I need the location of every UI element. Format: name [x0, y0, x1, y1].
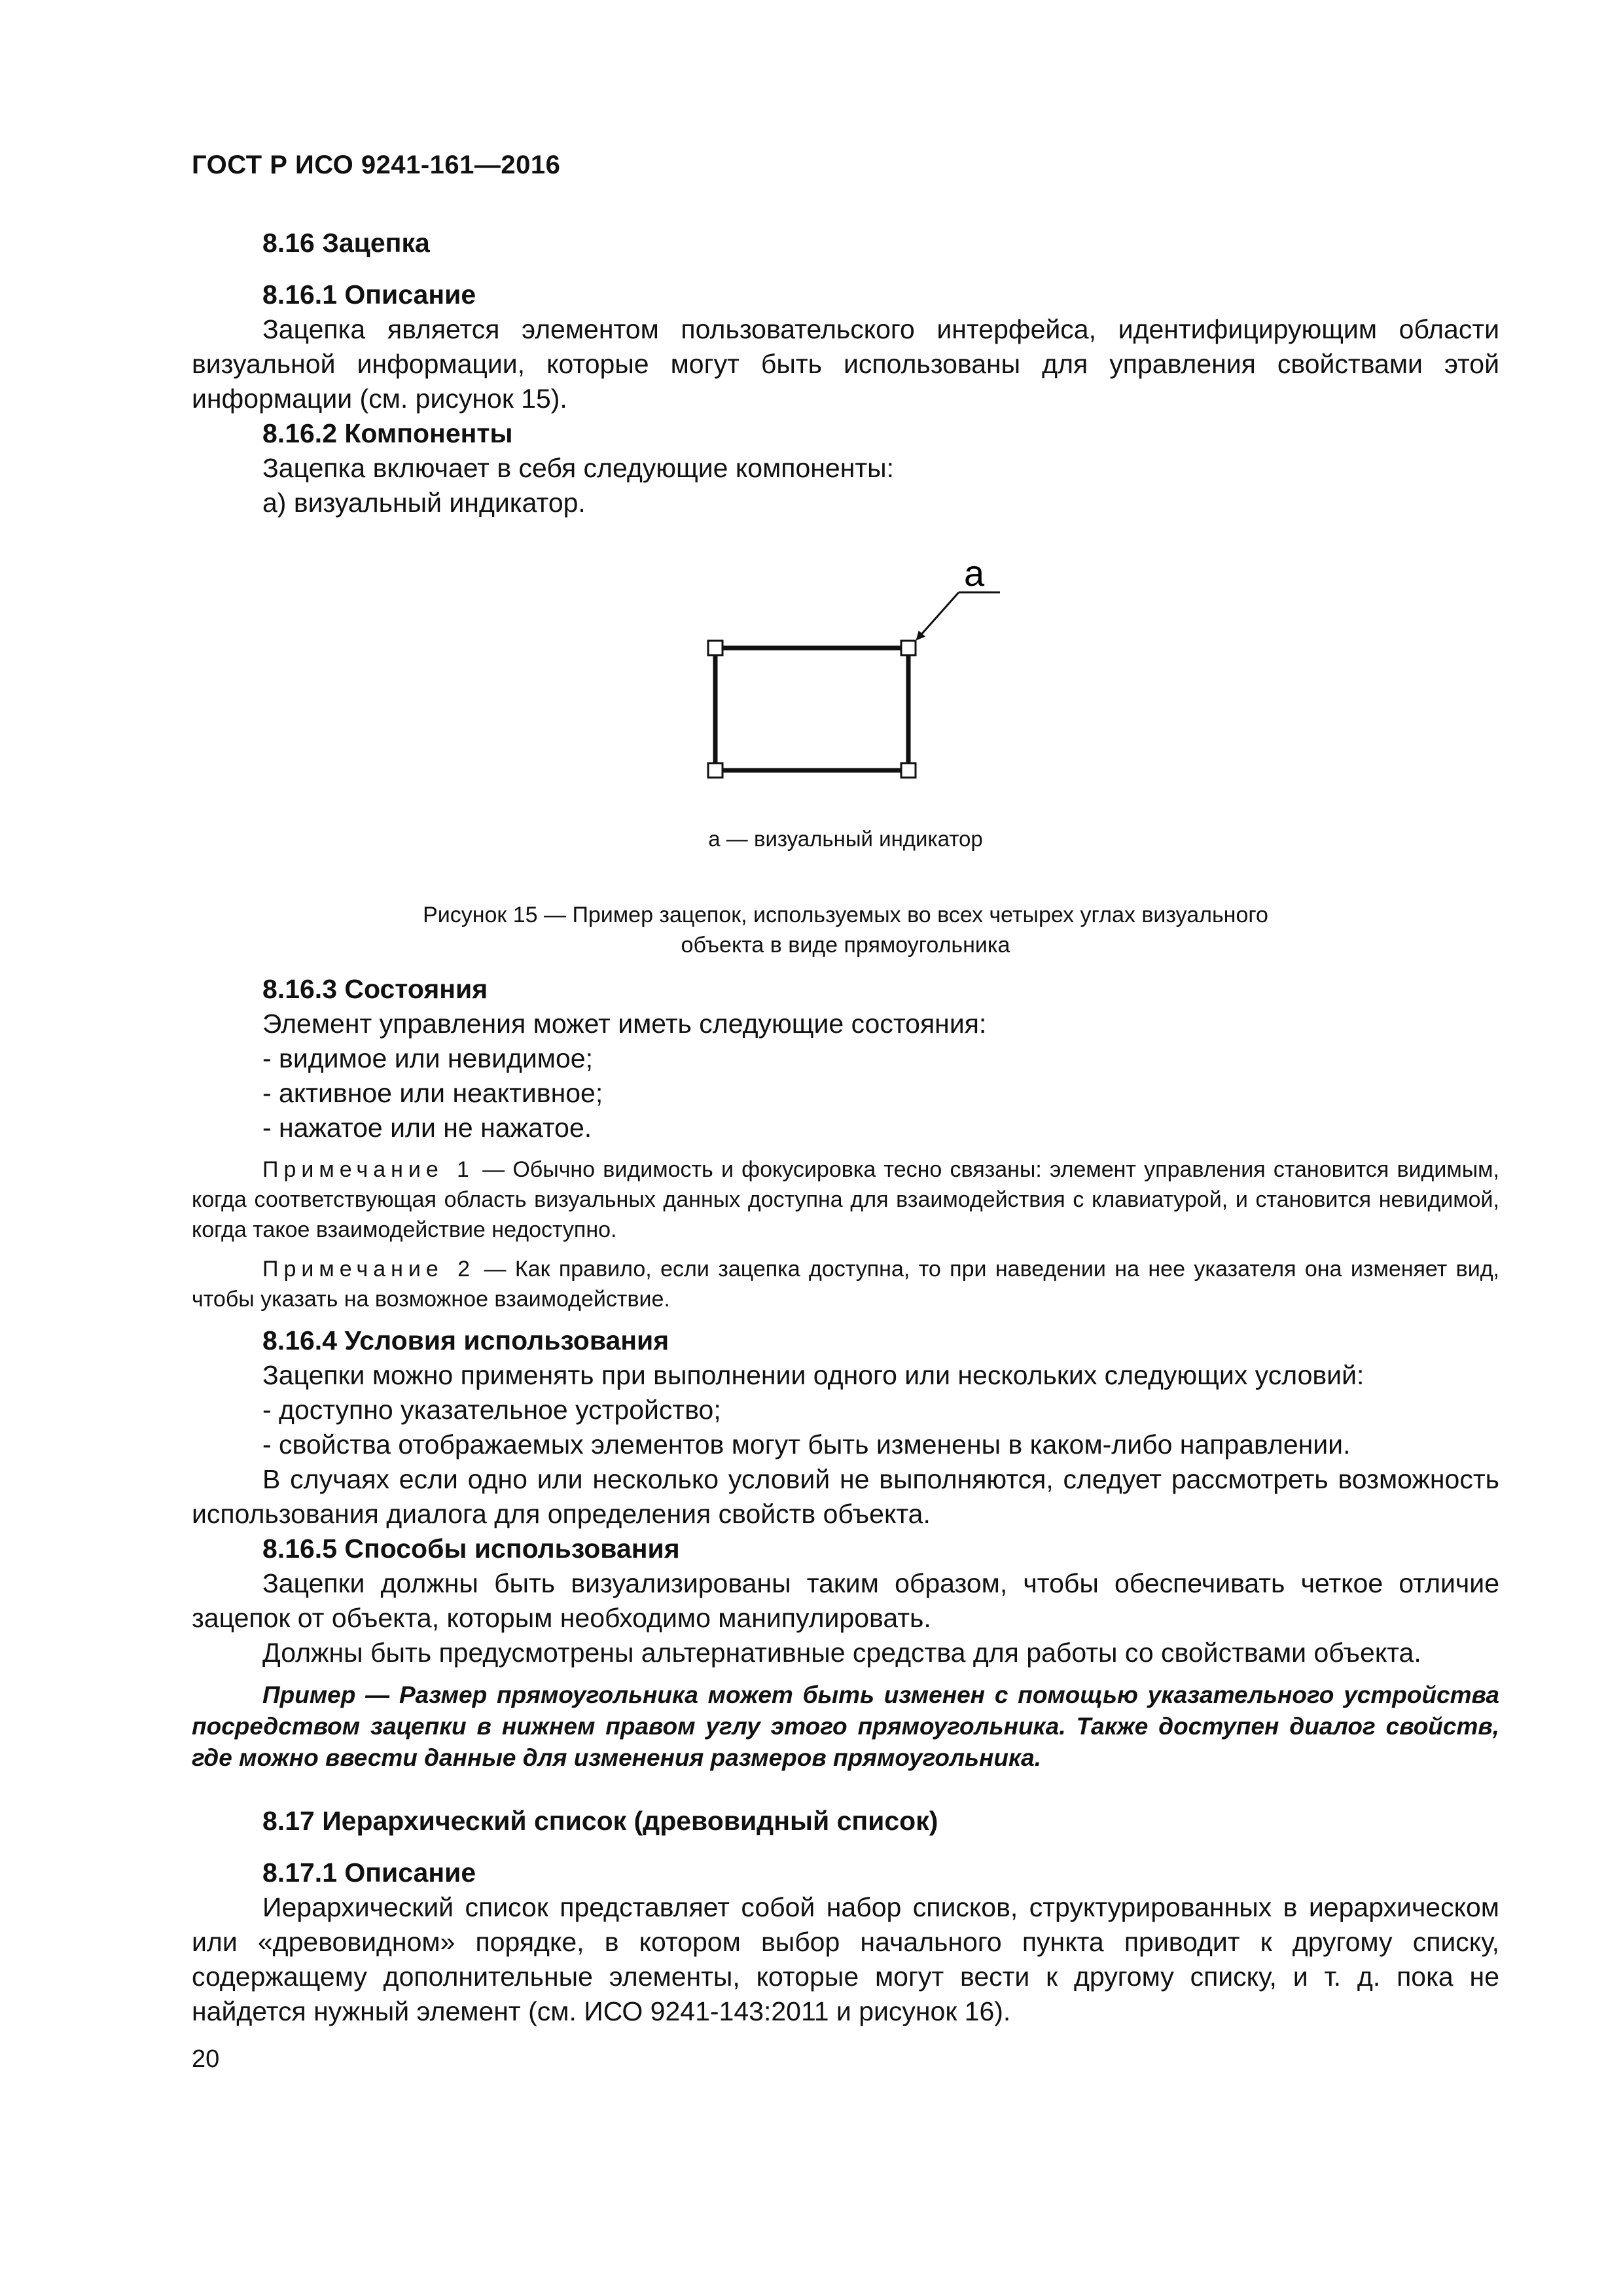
handle-bottom-right [901, 763, 916, 778]
section-8-16-5-p2: Должны быть предусмотрены альтернативные средства для работы со свойствами объекта. [262, 1638, 1421, 1668]
list-item: - активное или неактивное; [262, 1078, 603, 1108]
note-2-label: Примечание 2 [262, 1257, 476, 1282]
section-8-16-4-title: 8.16.4 Условия использования [262, 1325, 669, 1355]
section-8-16-5-p1: Зацепки должны быть визуализированы таким образом, чтобы обеспечивать четкое отличие зацепок от объекта, которым необходимо манипулировать. [192, 1568, 1499, 1633]
section-8-17-title: 8.17 Иерархический список (древовидный список) [262, 1806, 938, 1836]
section-8-16-4-intro: Зацепки можно применять при выполнении одного или нескольких следующих условий: [262, 1360, 1364, 1390]
section-8-16-2-item: а) визуальный индикатор. [262, 488, 586, 518]
section-8-16-1-text: Зацепка является элементом пользовательского интерфейса, идентифицирующим области визуальной информации, которые могут быть использованы для управления свойствами этой информации (см. рисунок 15). [192, 314, 1499, 414]
handle-top-right [901, 641, 916, 655]
callout-arrow [917, 592, 959, 639]
list-item: - доступно указательное устройство; [262, 1395, 721, 1425]
example-text: Пример — Размер прямоугольника может быть изменен с помощью указательного устройства посредством зацепки в нижнем правом углу этого прямоугольника. Также доступен диалог свойств, где можно ввести данные для изменения размеров прямоугольника. [192, 1681, 1499, 1771]
section-8-16-3-title: 8.16.3 Состояния [262, 974, 488, 1004]
note-2 [192, 1254, 1499, 1314]
section-8-16-2-title: 8.16.2 Компоненты [262, 418, 513, 448]
note-2-text: — Как правило, если зацепка доступна, то при наведении на нее указателя она изменяет вид, чтобы указать на возможное взаимодействие. [192, 1257, 1499, 1312]
note-1 [192, 1155, 1499, 1245]
figure-caption-line-2: объекта в виде прямоугольника [681, 933, 1010, 958]
section-8-16-3-intro: Элемент управления может иметь следующие состояния: [262, 1009, 987, 1039]
section-8-16-5-title: 8.16.5 Способы использования [262, 1534, 680, 1564]
visual-object-rectangle [715, 648, 908, 770]
list-item: - нажатое или не нажатое. [262, 1113, 592, 1143]
figure-legend: a — визуальный индикатор [708, 827, 983, 851]
figure-15 [192, 520, 1499, 972]
callout-label: a [964, 552, 985, 594]
list-item: - свойства отображаемых элементов могут быть изменены в каком-либо направлении. [262, 1429, 1351, 1460]
handles-diagram [192, 520, 1499, 821]
section-8-17-1-text: Иерархический список представляет собой набор списков, структурированных в иерархическом или «древовидном» порядке, в котором выбор начального пункта приводит к другому списку, содержащему дополнительные элементы, которые могут вести к другому списку, и т. д. пока не найдется нужный элемент (см. ИСО 9241-143:2011 и рисунок 16). [192, 1892, 1499, 2026]
section-8-16-title: 8.16 Зацепка [262, 228, 430, 258]
list-item: - видимое или невидимое; [262, 1043, 593, 1073]
figure-caption-line-1: Рисунок 15 — Пример зацепок, используемых во всех четырех углах визуального [423, 903, 1268, 927]
section-8-16-2-text: Зацепка включает в себя следующие компоненты: [262, 453, 894, 483]
page-content [192, 226, 1499, 2029]
section-8-17-1-title: 8.17.1 Описание [262, 1857, 476, 1888]
figure-caption [192, 900, 1499, 960]
handle-top-left [708, 641, 722, 655]
page-number: 20 [192, 2045, 220, 2073]
note-1-text: — Обычно видимость и фокусировка тесно связаны: элемент управления становится видимым, когда соответствующая область визуальных данных доступна для взаимодействия с клавиатурой, и становится невидимой, когда такое взаимодействие недоступно. [192, 1157, 1499, 1242]
document-header: ГОСТ Р ИСО 9241-161—2016 [192, 151, 561, 179]
handle-bottom-left [708, 763, 722, 778]
section-8-16-4-outro: В случаях если одно или несколько условий не выполняются, следует рассмотреть возможность использования диалога для определения свойств объекта. [192, 1464, 1499, 1529]
section-8-16-1-title: 8.16.1 Описание [262, 279, 476, 310]
note-1-label: Примечание 1 [262, 1157, 474, 1182]
